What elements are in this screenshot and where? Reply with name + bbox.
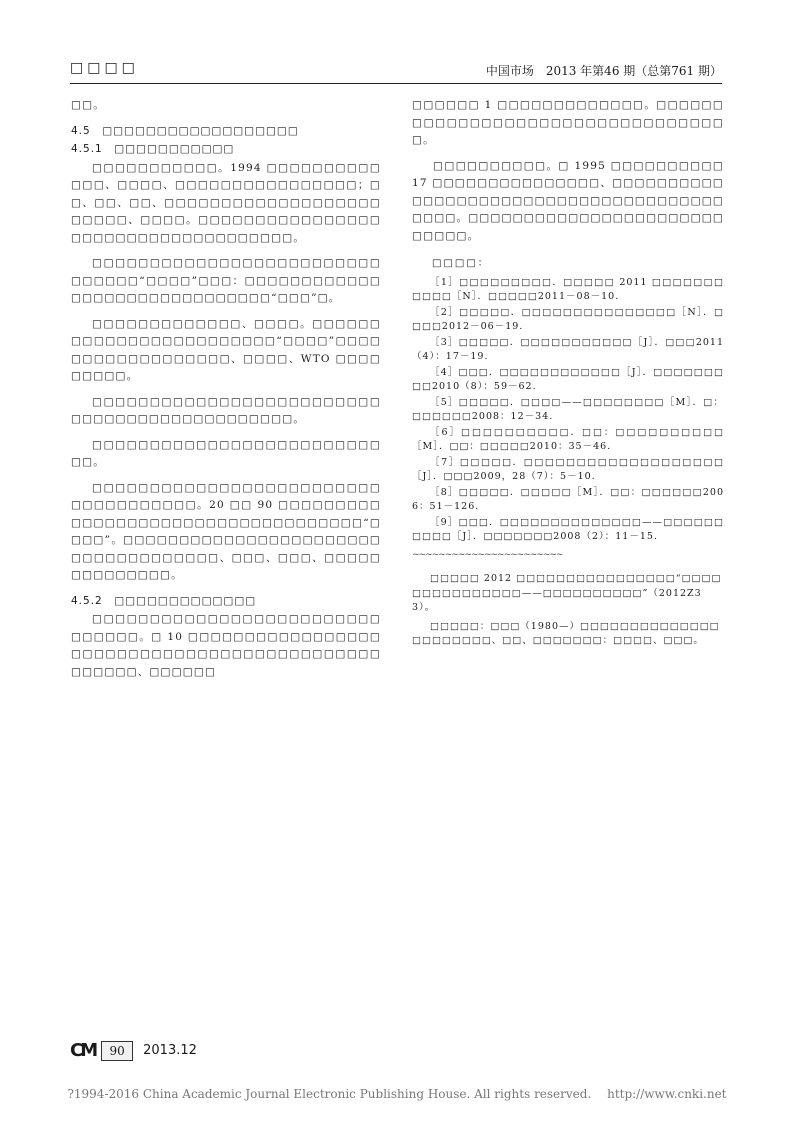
paragraph: □□□□□□□□□□□□□□□□□□□□□□□□□□□。 — [71, 438, 381, 468]
section-heading-4-5: 4.5 □□□□□□□□□□□□□□□□□□ — [71, 124, 299, 137]
page-number: 90 — [101, 1041, 133, 1061]
journal-logo: CM — [70, 1040, 96, 1061]
journal-name: □□□□ — [70, 60, 139, 76]
right-column — [412, 97, 724, 653]
section-heading-4-5-1: 4.5.1 □□□□□□□□□□□ — [71, 143, 235, 155]
header-divider — [70, 83, 722, 84]
author-note: □□□□□：□□□（1980—）□□□□□□□□□□□□□□□□□□□□□□、□□、□□□□□□□：□□□□、□□□。 — [412, 620, 720, 646]
section-heading-4-5-2: 4.5.2 □□□□□□□□□□□□□ — [71, 594, 257, 607]
reference-list — [412, 276, 724, 545]
issue-date: 2013.12 — [143, 1043, 197, 1058]
paragraph: □□□□□□□□□□□□□、□□□□。□□□□□□□□□□□□□□□□□□□□□□□□“□□□□”□□□□□□□□□□□□□□□□□□、□□□□、WTO □□□□□□□□□。 — [71, 317, 381, 382]
references-title: □□□□： — [432, 258, 490, 269]
reference-item: ［5］□□□□□．□□□□——□□□□□□□□［M］．□：□□□□□□2008：12－34. — [412, 396, 724, 422]
reference-item: ［3］□□□□□．□□□□□□□□□□□［J］．□□□2011（4）：17－19. — [412, 336, 724, 362]
paragraph: □□□□□□□□□□□□□□□□□□□□□□□□□□□□□□□“□□□□”□□□：□□□□□□□□□□□□□□□□□□□□□□□□□□□□□□“□□□”□。 — [71, 257, 381, 304]
paragraph: □□□□□□□□□□。□ 1995 □□□□□□□□□□ 17 □□□□□□□□□□□□□□□、□□□□□□□□□□□□□□□□□□□□□□□□□□□□□□□□□□□□□□□□□□。□□□□□□□□□□□□□□□□□□□□□□□□□□□□。 — [412, 159, 724, 242]
reference-item: ［9］□□□．□□□□□□□□□□□□□□——□□□□□□□□□□［J］．□□□□□□□2008（2）：11－15. — [412, 516, 724, 542]
paragraph: □□。 — [71, 99, 105, 111]
journal-issue-info: 中国市场 2013 年第46 期（总第761 期） — [485, 64, 722, 78]
page-footer — [70, 1040, 197, 1061]
funding-note: □□□□□ 2012 □□□□□□□□□□□□□□□□“□□□□□□□□□□□□□□□——□□□□□□□□□□”（2012Z33）。 — [412, 573, 722, 613]
paragraph: □□□□□□ 1 □□□□□□□□□□□□□。□□□□□□□□□□□□□□□□□□□□□□□□□□□□□□□□□□。 — [412, 99, 724, 146]
reference-item: ［7］□□□□□．□□□□□□□□□□□□□□□□□□□［J］．□□□2009，28（7）：5－10. — [412, 456, 724, 482]
wavy-divider: ~~~~~~~~~~~~~~~~~~~~~~~ — [412, 549, 563, 560]
reference-item: ［2］□□□□□．□□□□□□□□□□□□□□□［N］．□□□□2012－06－19. — [412, 306, 724, 332]
paragraph: □□□□□□□□□□□□□□□□□□□□□□□□□□□□□□□□□□□□□□□□□□□□□。 — [71, 395, 381, 425]
paragraph: □□□□□□□□□□□。1994 □□□□□□□□□□□□□、□□□□、□□□□□□□□□□□□□□□□；□□、□□、□□、□□□□□□□□□□□□□□□□□□□□□□□□、□□□□。□□□□□□□□□□□□□□□□□□□□□□□□□□□□□□□□□□□□。 — [71, 161, 381, 244]
reference-item: ［6］□□□□□□□□□□．□□：□□□□□□□□□□［M］．□□：□□□□□2010：35－46. — [412, 426, 724, 452]
left-column — [71, 97, 381, 689]
paragraph: □□□□□□□□□□□□□□□□□□□□□□□□□□□□□□□□□□□□。20 □□ 90 □□□□□□□□□□□□□□□□□□□□□□□□□□□□□□□□□□□“□□□□”。□□□□□□□□□□□□□□□□□□□□□□□□□□□□□□□□□□□□、□□□、□□□、□□□□□□□□□□□□□□。 — [71, 481, 381, 581]
paragraph: □□□□□□□□□□□□□□□□□□□□□□□□□□□□□□□。□ 10 □□□□□□□□□□□□□□□□□□□□□□□□□□□□□□□□□□□□□□□□□□□□□□□□□□、□□□□□□ — [71, 613, 381, 678]
reference-item: ［1］□□□□□□□□□．□□□□□ 2011 □□□□□□□□□□□［N］．□□□□□2011－08－10. — [412, 276, 724, 302]
reference-item: ［4］□□□．□□□□□□□□□□□□［J］．□□□□□□□□□2010（8）：59－62. — [412, 366, 724, 392]
reference-item: ［8］□□□□□．□□□□□［M］．□□：□□□□□□2006：51－126. — [412, 486, 724, 512]
copyright-notice: ?1994-2016 China Academic Journal Electronic Publishing House. All rights reserved. http://www.cnki.net — [67, 1087, 727, 1101]
